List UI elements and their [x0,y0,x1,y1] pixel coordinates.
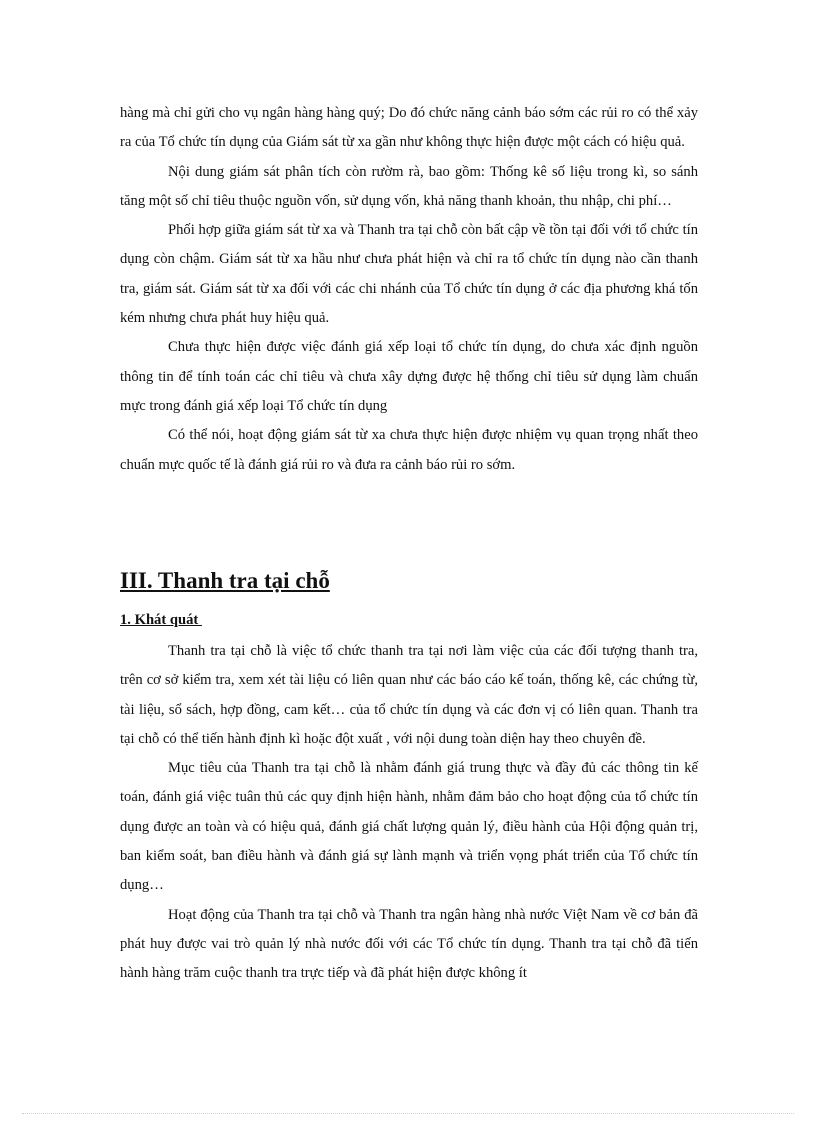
paragraph: Thanh tra tại chỗ là việc tổ chức thanh tra tại nơi làm việc của các đối tượng thanh tra, trên cơ sở kiểm tra, xem xét tài liệu có liên quan như các báo cáo kế toán, thống kê, các chứng từ, tài liệu, sổ sách, hợp đồng, cam kết… của tổ chức tín dụng và các đơn vị có liên quan. Thanh tra tại chỗ có thể tiến hành định kì hoặc đột xuất , với nội dung toàn diện hay theo chuyên đề. [120,643,698,747]
paragraph: Hoạt động của Thanh tra tại chỗ và Thanh tra ngân hàng nhà nước Việt Nam về cơ bản đã phát huy được vai trò quản lý nhà nước đối với các Tổ chức tín dụng. Thanh tra tại chỗ đã tiến hành hàng trăm cuộc thanh tra trực tiếp và đã phát hiện được không ít [120,906,698,982]
paragraph: Mục tiêu của Thanh tra tại chỗ là nhằm đánh giá trung thực và đầy đủ các thông tin kế toán, đánh giá việc tuân thủ các quy định hiện hành, nhằm đảm bảo cho hoạt động của tổ chức tín dụng được an toàn và có hiệu quả, đánh giá chất lượng quản lý, điều hành của Hội động quản trị, ban kiểm soát, ban điều hành và đánh giá sự lành mạnh và triển vọng phát triển của Tổ chức tín dụng… [120,760,698,894]
paragraph: Chưa thực hiện được việc đánh giá xếp loại tổ chức tín dụng, do chưa xác định nguồn thông tin để tính toán các chỉ tiêu và chưa xây dựng được hệ thống chỉ tiêu sử dụng làm chuẩn mực trong đánh giá xếp loại Tổ chức tín dụng [120,339,698,414]
section-heading: III. Thanh tra tại chỗ [120,568,330,593]
sub-heading: 1. Khát quát [120,612,202,628]
paragraph: Nội dung giám sát phân tích còn rườm rà, bao gồm: Thống kê số liệu trong kì, so sánh tăng một số chỉ tiêu thuộc nguồn vốn, sử dụng vốn, khả năng thanh khoản, thu nhập, chi phí… [120,163,698,209]
paragraph: hàng mà chỉ gửi cho vụ ngân hàng hàng quý; Do đó chức năng cảnh báo sớm các rủi ro có thể xảy ra của Tổ chức tín dụng của Giám sát từ xa gần như không thực hiện được một cách có hiệu quả. [120,105,698,151]
paragraph: Phối hợp giữa giám sát từ xa và Thanh tra tại chỗ còn bất cập về tồn tại đối với tổ chức tín dụng còn chậm. Giám sát từ xa hầu như chưa phát hiện và chỉ ra tổ chức tín dụng nào cần thanh tra, giám sát. Giám sát từ xa đối với các chi nhánh của Tổ chức tín dụng ở các địa phương khá tốn kém nhưng chưa phát huy hiệu quả. [120,222,698,327]
bottom-text-block [120,637,698,989]
top-text-block [120,99,698,480]
page-divider [22,1113,794,1114]
paragraph: Có thể nói, hoạt động giám sát từ xa chưa thực hiện được nhiệm vụ quan trọng nhất theo chuẩn mực quốc tế là đánh giá rủi ro và đưa ra cảnh báo rủi ro sớm. [120,427,698,473]
